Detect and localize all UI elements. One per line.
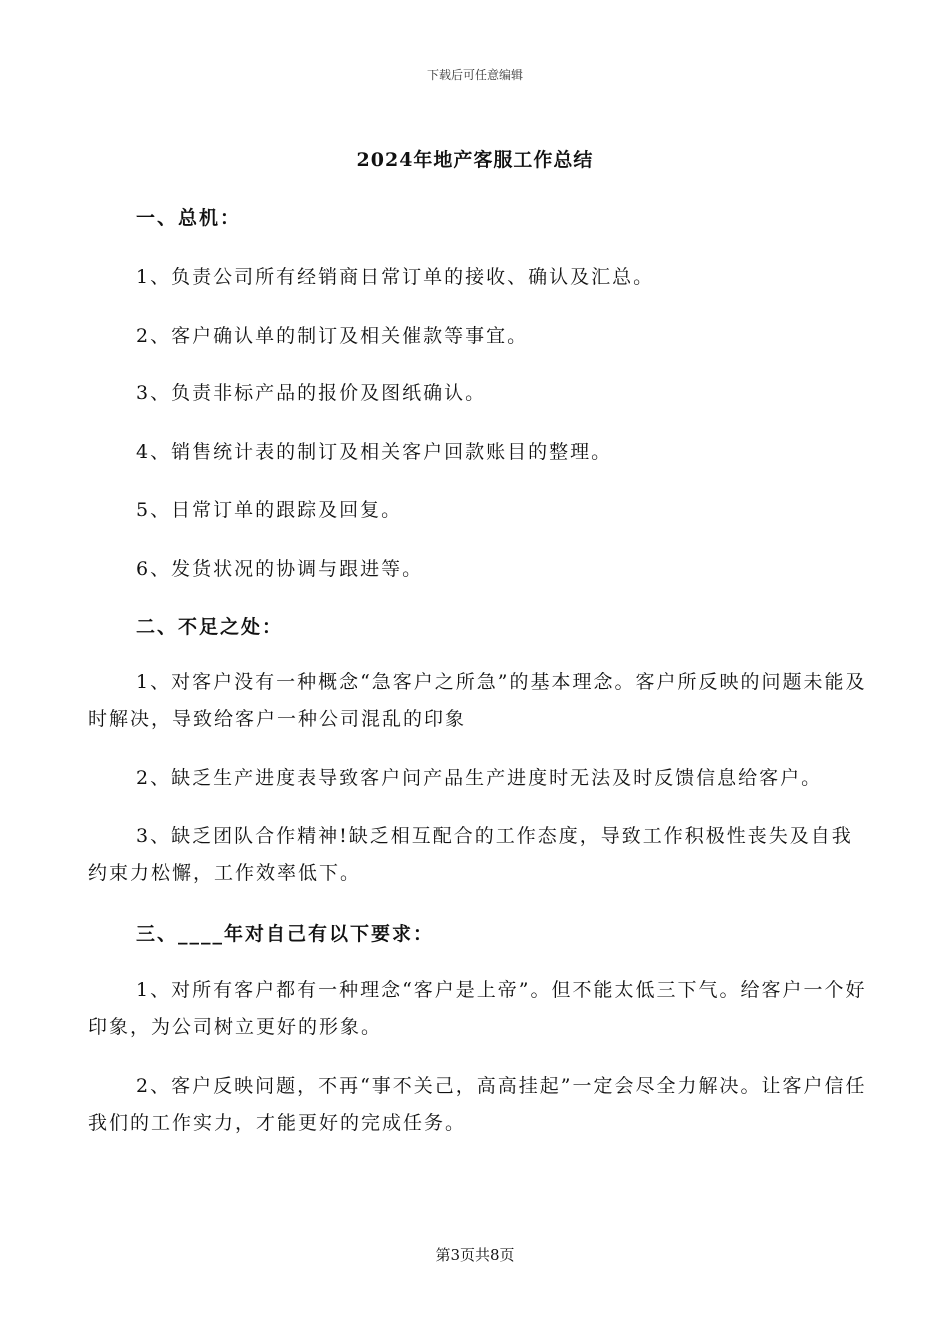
header-note: 下载后可任意编辑 — [426, 68, 523, 82]
list-item: 1、负责公司所有经销商日常订单的接收、确认及汇总。 — [136, 266, 655, 288]
page-footer: 第3页共8页 — [435, 1246, 515, 1264]
section-heading-3: 三、____年对自己有以下要求： — [136, 923, 435, 945]
list-item: 6、发货状况的协调与跟进等。 — [136, 558, 424, 580]
list-item: 2、客户确认单的制订及相关催款等事宜。 — [136, 325, 529, 347]
paragraph: 3、缺乏团队合作精神!缺乏相互配合的工作态度，导致工作积极性丧失及自我约束力松懈，工作效率低下。 — [88, 825, 853, 884]
list-item: 5、日常订单的跟踪及回复。 — [136, 499, 403, 521]
list-item: 4、销售统计表的制订及相关客户回款账目的整理。 — [136, 441, 613, 463]
paragraph: 1、对客户没有一种概念“急客户之所急”的基本理念。客户所反映的问题未能及时解决，导致给客户一种公司混乱的印象 — [88, 671, 867, 730]
paragraph: 1、对所有客户都有一种理念“客户是上帝”。但不能太低三下气。给客户一个好印象，为公司树立更好的形象。 — [88, 979, 867, 1038]
paragraph: 2、客户反映问题，不再“事不关己，高高挂起”一定会尽全力解决。让客户信任我们的工作实力，才能更好的完成任务。 — [88, 1075, 867, 1134]
document-title: 2024年地产客服工作总结 — [356, 149, 594, 171]
section-heading-1: 一、总机： — [136, 207, 242, 229]
paragraph: 2、缺乏生产进度表导致客户问产品生产进度时无法及时反馈信息给客户。 — [136, 767, 823, 789]
section-heading-2: 二、不足之处： — [136, 616, 284, 638]
list-item: 3、负责非标产品的报价及图纸确认。 — [136, 382, 487, 404]
